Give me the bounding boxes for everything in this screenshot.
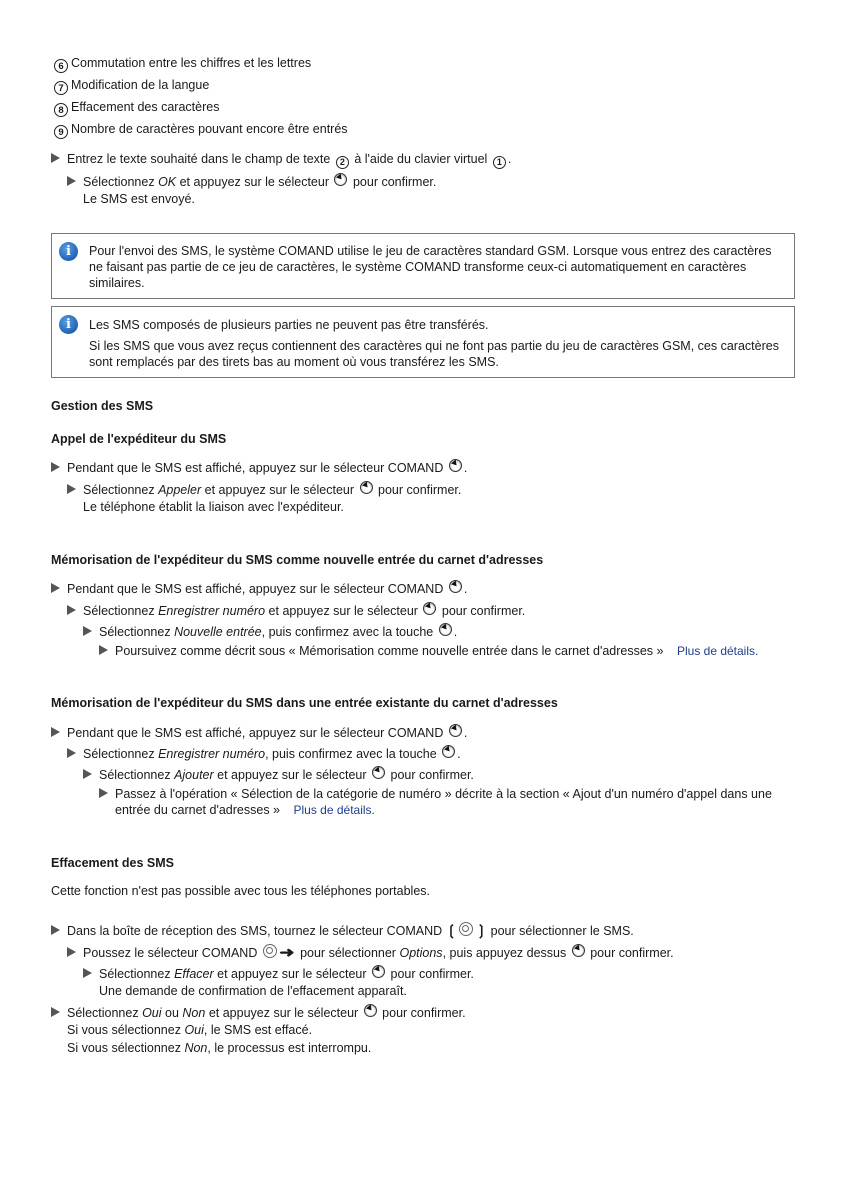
nouvelle-step-3: Sélectionnez Nouvelle entrée, puis confirmez avec la touche . <box>83 623 457 640</box>
nouvelle-step-2 <box>67 602 525 619</box>
press-selector-icon <box>572 944 585 957</box>
effacement-step-4 <box>51 1004 466 1021</box>
section-heading-effacement: Effacement des SMS <box>51 856 174 870</box>
section-heading-gestion: Gestion des SMS <box>51 399 154 413</box>
step-text: Pendant que le SMS est affiché, appuyez sur le sélecteur COMAND <box>67 582 444 596</box>
existante-step-4-cont <box>115 802 375 818</box>
step-text: . <box>507 152 512 166</box>
legend-text: Effacement des caractères <box>71 100 220 114</box>
step-text: Sélectionnez <box>83 483 155 497</box>
step-text: Sélectionnez <box>83 604 155 618</box>
step-text: pour confirmer. <box>378 483 462 497</box>
number-2-icon: 2 <box>336 156 349 169</box>
step-text: Pendant que le SMS est affiché, appuyez sur le sélecteur COMAND <box>67 726 444 740</box>
section-heading-appel: Appel de l'expéditeur du SMS <box>51 432 227 446</box>
step-text: , puis confirmez avec la touche <box>265 747 437 761</box>
press-selector-icon <box>442 745 455 758</box>
step-text: et appuyez sur le sélecteur <box>268 604 418 618</box>
step-text: Entrez le texte souhaité dans le champ de texte <box>67 152 331 166</box>
legend-item-7 <box>54 77 209 95</box>
intro-step-2 <box>67 173 436 190</box>
intro-step-1 <box>51 151 511 169</box>
bullet-triangle-icon <box>67 484 76 494</box>
step-text: pour sélectionner le SMS. <box>490 924 634 938</box>
info-icon: i <box>59 242 78 261</box>
rotate-selector-icon <box>459 922 473 936</box>
step-text: et appuyez sur le sélecteur <box>179 175 329 189</box>
rotate-right-icon: ❳ <box>475 922 488 938</box>
step-text: Poursuivez comme décrit sous « Mémorisation comme nouvelle entrée dans le carnet d'adresses » <box>115 644 664 658</box>
more-details-link[interactable]: Plus de détails. <box>293 803 375 817</box>
step-text: pour confirmer. <box>390 967 474 981</box>
bullet-triangle-icon <box>67 748 76 758</box>
arrow-right-icon: ➜ <box>279 944 295 960</box>
bullet-triangle-icon <box>51 462 60 472</box>
existante-step-1: Pendant que le SMS est affiché, appuyez sur le sélecteur COMAND . <box>51 724 467 741</box>
menu-option-ajouter: Ajouter <box>174 768 214 782</box>
bullet-triangle-icon <box>99 788 108 798</box>
menu-option-oui: Oui <box>184 1023 204 1037</box>
info-icon: i <box>59 315 78 334</box>
menu-option-enregistrer-numero: Enregistrer numéro <box>158 604 266 618</box>
legend-item-6 <box>54 55 311 73</box>
effacement-step-3-result: Une demande de confirmation de l'effacement apparaît. <box>99 984 407 998</box>
step-text: , puis confirmez avec la touche <box>261 625 434 639</box>
step-text: , puis appuyez dessus <box>442 946 567 960</box>
step-text: Si vous sélectionnez <box>67 1041 181 1055</box>
step-text: et appuyez sur le sélecteur <box>208 1006 359 1020</box>
bullet-triangle-icon <box>67 176 76 186</box>
step-text: Passez à l'opération « Sélection de la catégorie de numéro » décrite à la section « Ajout d'un numéro d'appel dans une <box>115 787 772 801</box>
menu-option-appeler: Appeler <box>158 483 202 497</box>
effacement-step-2 <box>67 944 674 961</box>
step-text: Sélectionnez <box>99 625 171 639</box>
bullet-triangle-icon <box>51 583 60 593</box>
appel-result: Le téléphone établit la liaison avec l'expéditeur. <box>83 500 344 514</box>
bullet-triangle-icon <box>51 727 60 737</box>
press-selector-icon <box>360 481 373 494</box>
appel-step-2 <box>67 481 461 498</box>
step-text: Sélectionnez <box>99 967 171 981</box>
effacement-result-oui <box>67 1022 312 1038</box>
appel-step-1: Pendant que le SMS est affiché, appuyez sur le sélecteur COMAND . <box>51 459 467 476</box>
press-selector-icon <box>334 173 347 186</box>
menu-option-non: Non <box>184 1041 208 1055</box>
info-note-2 <box>51 306 795 378</box>
step-text: Dans la boîte de réception des SMS, tournez le sélecteur COMAND <box>67 924 443 938</box>
step-text: Pendant que le SMS est affiché, appuyez sur le sélecteur COMAND <box>67 461 444 475</box>
step-text: et appuyez sur le sélecteur <box>204 483 355 497</box>
bullet-triangle-icon <box>83 769 92 779</box>
effacement-step-1 <box>51 922 634 939</box>
note-text: Les SMS composés de plusieurs parties ne peuvent pas être transférés. <box>89 318 489 332</box>
note-text: Pour l'envoi des SMS, le système COMAND utilise le jeu de caractères standard GSM. Lorsque vous entrez des caractères ne faisant pas partie de ce jeu de caractères, le système COMAND transforme ceux-ci automatiquement en caractères similaires. <box>89 244 772 290</box>
step-text: pour sélectionner <box>300 946 396 960</box>
existante-step-2: Sélectionnez Enregistrer numéro, puis confirmez avec la touche . <box>67 745 461 762</box>
menu-option-effacer: Effacer <box>174 967 214 981</box>
menu-option-oui: Oui <box>142 1006 162 1020</box>
bullet-triangle-icon <box>51 153 60 163</box>
effacement-step-3 <box>83 965 474 982</box>
bullet-triangle-icon <box>99 645 108 655</box>
bullet-triangle-icon <box>67 605 76 615</box>
step-text: pour confirmer. <box>390 768 474 782</box>
press-selector-icon <box>372 766 385 779</box>
nouvelle-step-4 <box>99 643 758 659</box>
more-details-link[interactable]: Plus de détails. <box>676 644 759 658</box>
existante-step-4 <box>99 786 772 802</box>
bullet-triangle-icon <box>83 626 92 636</box>
press-selector-icon <box>439 623 452 636</box>
note-text: Si les SMS que vous avez reçus contiennent des caractères qui ne font pas partie du jeu de caractères GSM, ces caractères sont remplacés par des tirets bas au moment où vous transférez les SMS. <box>89 339 779 369</box>
step-text: Sélectionnez <box>83 747 155 761</box>
menu-option-nouvelle-entree: Nouvelle entrée <box>174 625 262 639</box>
step-text: Poussez le sélecteur COMAND <box>83 946 258 960</box>
step-text: pour confirmer. <box>352 175 437 189</box>
menu-option-non: Non <box>182 1006 206 1020</box>
effacement-intro: Cette fonction n'est pas possible avec tous les téléphones portables. <box>51 884 431 898</box>
press-selector-icon <box>449 580 462 593</box>
menu-option-enregistrer-numero: Enregistrer numéro <box>158 747 266 761</box>
bullet-triangle-icon <box>51 925 60 935</box>
press-selector-icon <box>372 965 385 978</box>
bullet-triangle-icon <box>51 1007 60 1017</box>
bullet-triangle-icon <box>83 968 92 978</box>
intro-result: Le SMS est envoyé. <box>83 192 195 206</box>
step-text: pour confirmer. <box>382 1006 466 1020</box>
step-text: pour confirmer. <box>590 946 674 960</box>
step-text: ou <box>165 1006 179 1020</box>
press-selector-icon <box>364 1004 377 1017</box>
legend-text: Nombre de caractères pouvant encore être entrés <box>71 122 348 136</box>
step-text: pour confirmer. <box>441 604 526 618</box>
menu-option-ok: OK <box>158 175 177 189</box>
press-selector-icon <box>423 602 436 615</box>
step-text: , le processus est interrompu. <box>207 1041 372 1055</box>
effacement-result-non <box>67 1040 371 1056</box>
step-text: et appuyez sur le sélecteur <box>217 768 367 782</box>
number-9-icon: 9 <box>54 125 68 139</box>
menu-option-options: Options <box>399 946 443 960</box>
info-note-1 <box>51 233 795 299</box>
step-text: Si vous sélectionnez <box>67 1023 181 1037</box>
step-text: Sélectionnez <box>67 1006 139 1020</box>
number-8-icon: 8 <box>54 103 68 117</box>
press-selector-icon <box>449 724 462 737</box>
section-heading-existante: Mémorisation de l'expéditeur du SMS dans une entrée existante du carnet d'adresses <box>51 696 558 710</box>
number-1-icon: 1 <box>493 156 506 169</box>
step-text: entrée du carnet d'adresses » <box>115 803 280 817</box>
step-text: et appuyez sur le sélecteur <box>217 967 367 981</box>
legend-text: Commutation entre les chiffres et les lettres <box>71 56 312 70</box>
step-text: Sélectionnez <box>83 175 155 189</box>
step-text: Sélectionnez <box>99 768 171 782</box>
press-selector-icon <box>449 459 462 472</box>
legend-item-8 <box>54 99 219 117</box>
step-text: à l'aide du clavier virtuel <box>354 152 488 166</box>
number-7-icon: 7 <box>54 81 68 95</box>
legend-text: Modification de la langue <box>71 78 210 92</box>
section-heading-nouvelle: Mémorisation de l'expéditeur du SMS comme nouvelle entrée du carnet d'adresses <box>51 553 544 567</box>
legend-item-9 <box>54 121 348 139</box>
existante-step-3 <box>83 766 474 783</box>
slide-selector-icon <box>263 944 277 958</box>
nouvelle-step-1: Pendant que le SMS est affiché, appuyez sur le sélecteur COMAND . <box>51 580 467 597</box>
number-6-icon: 6 <box>54 59 68 73</box>
step-text: , le SMS est effacé. <box>203 1023 313 1037</box>
rotate-left-icon: ❲ <box>445 922 458 938</box>
bullet-triangle-icon <box>67 947 76 957</box>
